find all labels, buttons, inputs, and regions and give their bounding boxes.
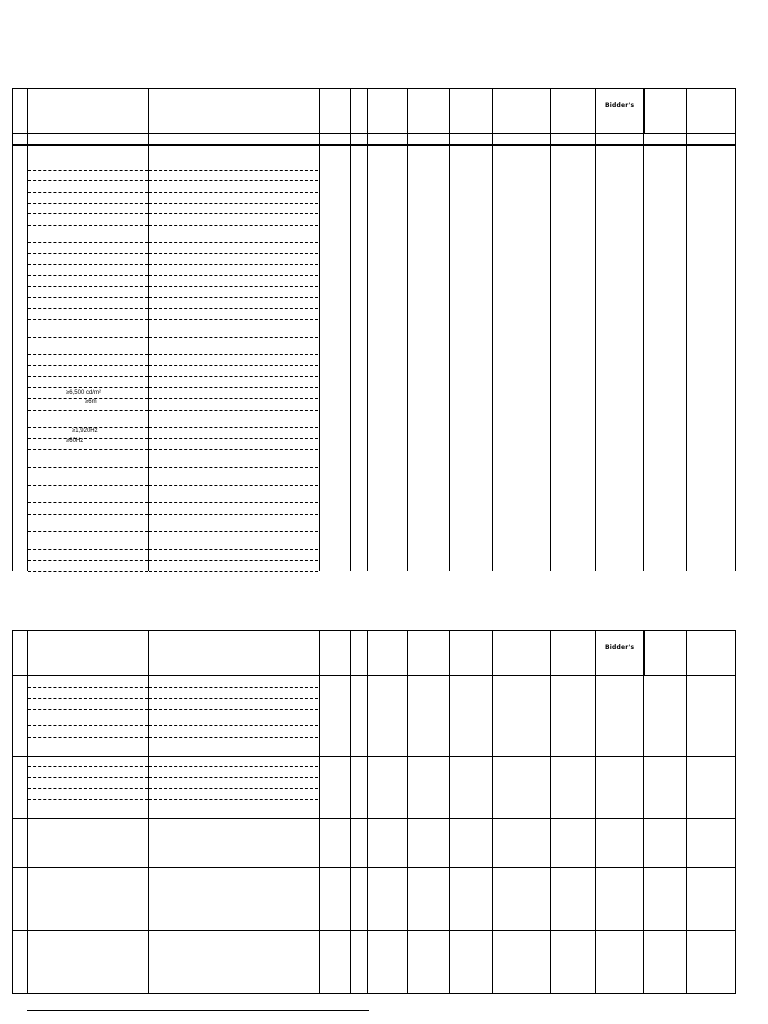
column-line-double	[644, 630, 645, 676]
dashed-row-line	[149, 687, 318, 688]
column-line	[550, 630, 551, 994]
column-line	[27, 630, 28, 994]
column-line	[319, 630, 320, 994]
footnote-separator	[27, 1010, 369, 1011]
row-border	[12, 818, 736, 819]
dashed-row-line	[28, 737, 148, 738]
dashed-row-line	[28, 709, 148, 710]
dashed-row-line	[149, 799, 318, 800]
column-line	[407, 630, 408, 994]
distance-value: ≥6m	[85, 399, 97, 405]
dashed-row-line	[28, 725, 148, 726]
column-line	[148, 630, 149, 994]
dashed-row-line	[149, 709, 318, 710]
column-line	[12, 630, 13, 994]
dashed-row-line	[149, 725, 318, 726]
dashed-row-line	[149, 766, 318, 767]
table-bottom-border	[12, 993, 736, 994]
bidders-header-label: Bidder's	[605, 102, 635, 109]
column-line	[735, 630, 736, 994]
dashed-row-line	[28, 799, 148, 800]
column-line	[595, 630, 596, 994]
dashed-row-line	[28, 766, 148, 767]
row-border	[12, 930, 736, 931]
column-line	[449, 630, 450, 994]
frame-rate-value: ≥60Hz	[66, 438, 84, 444]
column-line	[367, 630, 368, 994]
dashed-row-line	[149, 788, 318, 789]
dashed-row-line	[149, 777, 318, 778]
column-line	[643, 630, 644, 994]
dashed-row-line	[28, 687, 148, 688]
table-top-border	[12, 630, 736, 631]
row-border	[12, 756, 736, 757]
brightness-value: ≥6,500 cd/m²	[66, 390, 101, 396]
column-line	[350, 630, 351, 994]
refresh-rate-value: ≥1,920Hz	[72, 428, 98, 434]
header-bottom-border	[12, 675, 736, 676]
dashed-row-line	[149, 698, 318, 699]
row-border	[12, 867, 736, 868]
column-line	[686, 630, 687, 994]
dashed-row-line	[28, 777, 148, 778]
dashed-row-line	[149, 737, 318, 738]
bidders-header-label: Bidder's	[605, 644, 635, 651]
dashed-row-line	[28, 788, 148, 789]
dashed-row-line	[28, 698, 148, 699]
column-line	[492, 630, 493, 994]
